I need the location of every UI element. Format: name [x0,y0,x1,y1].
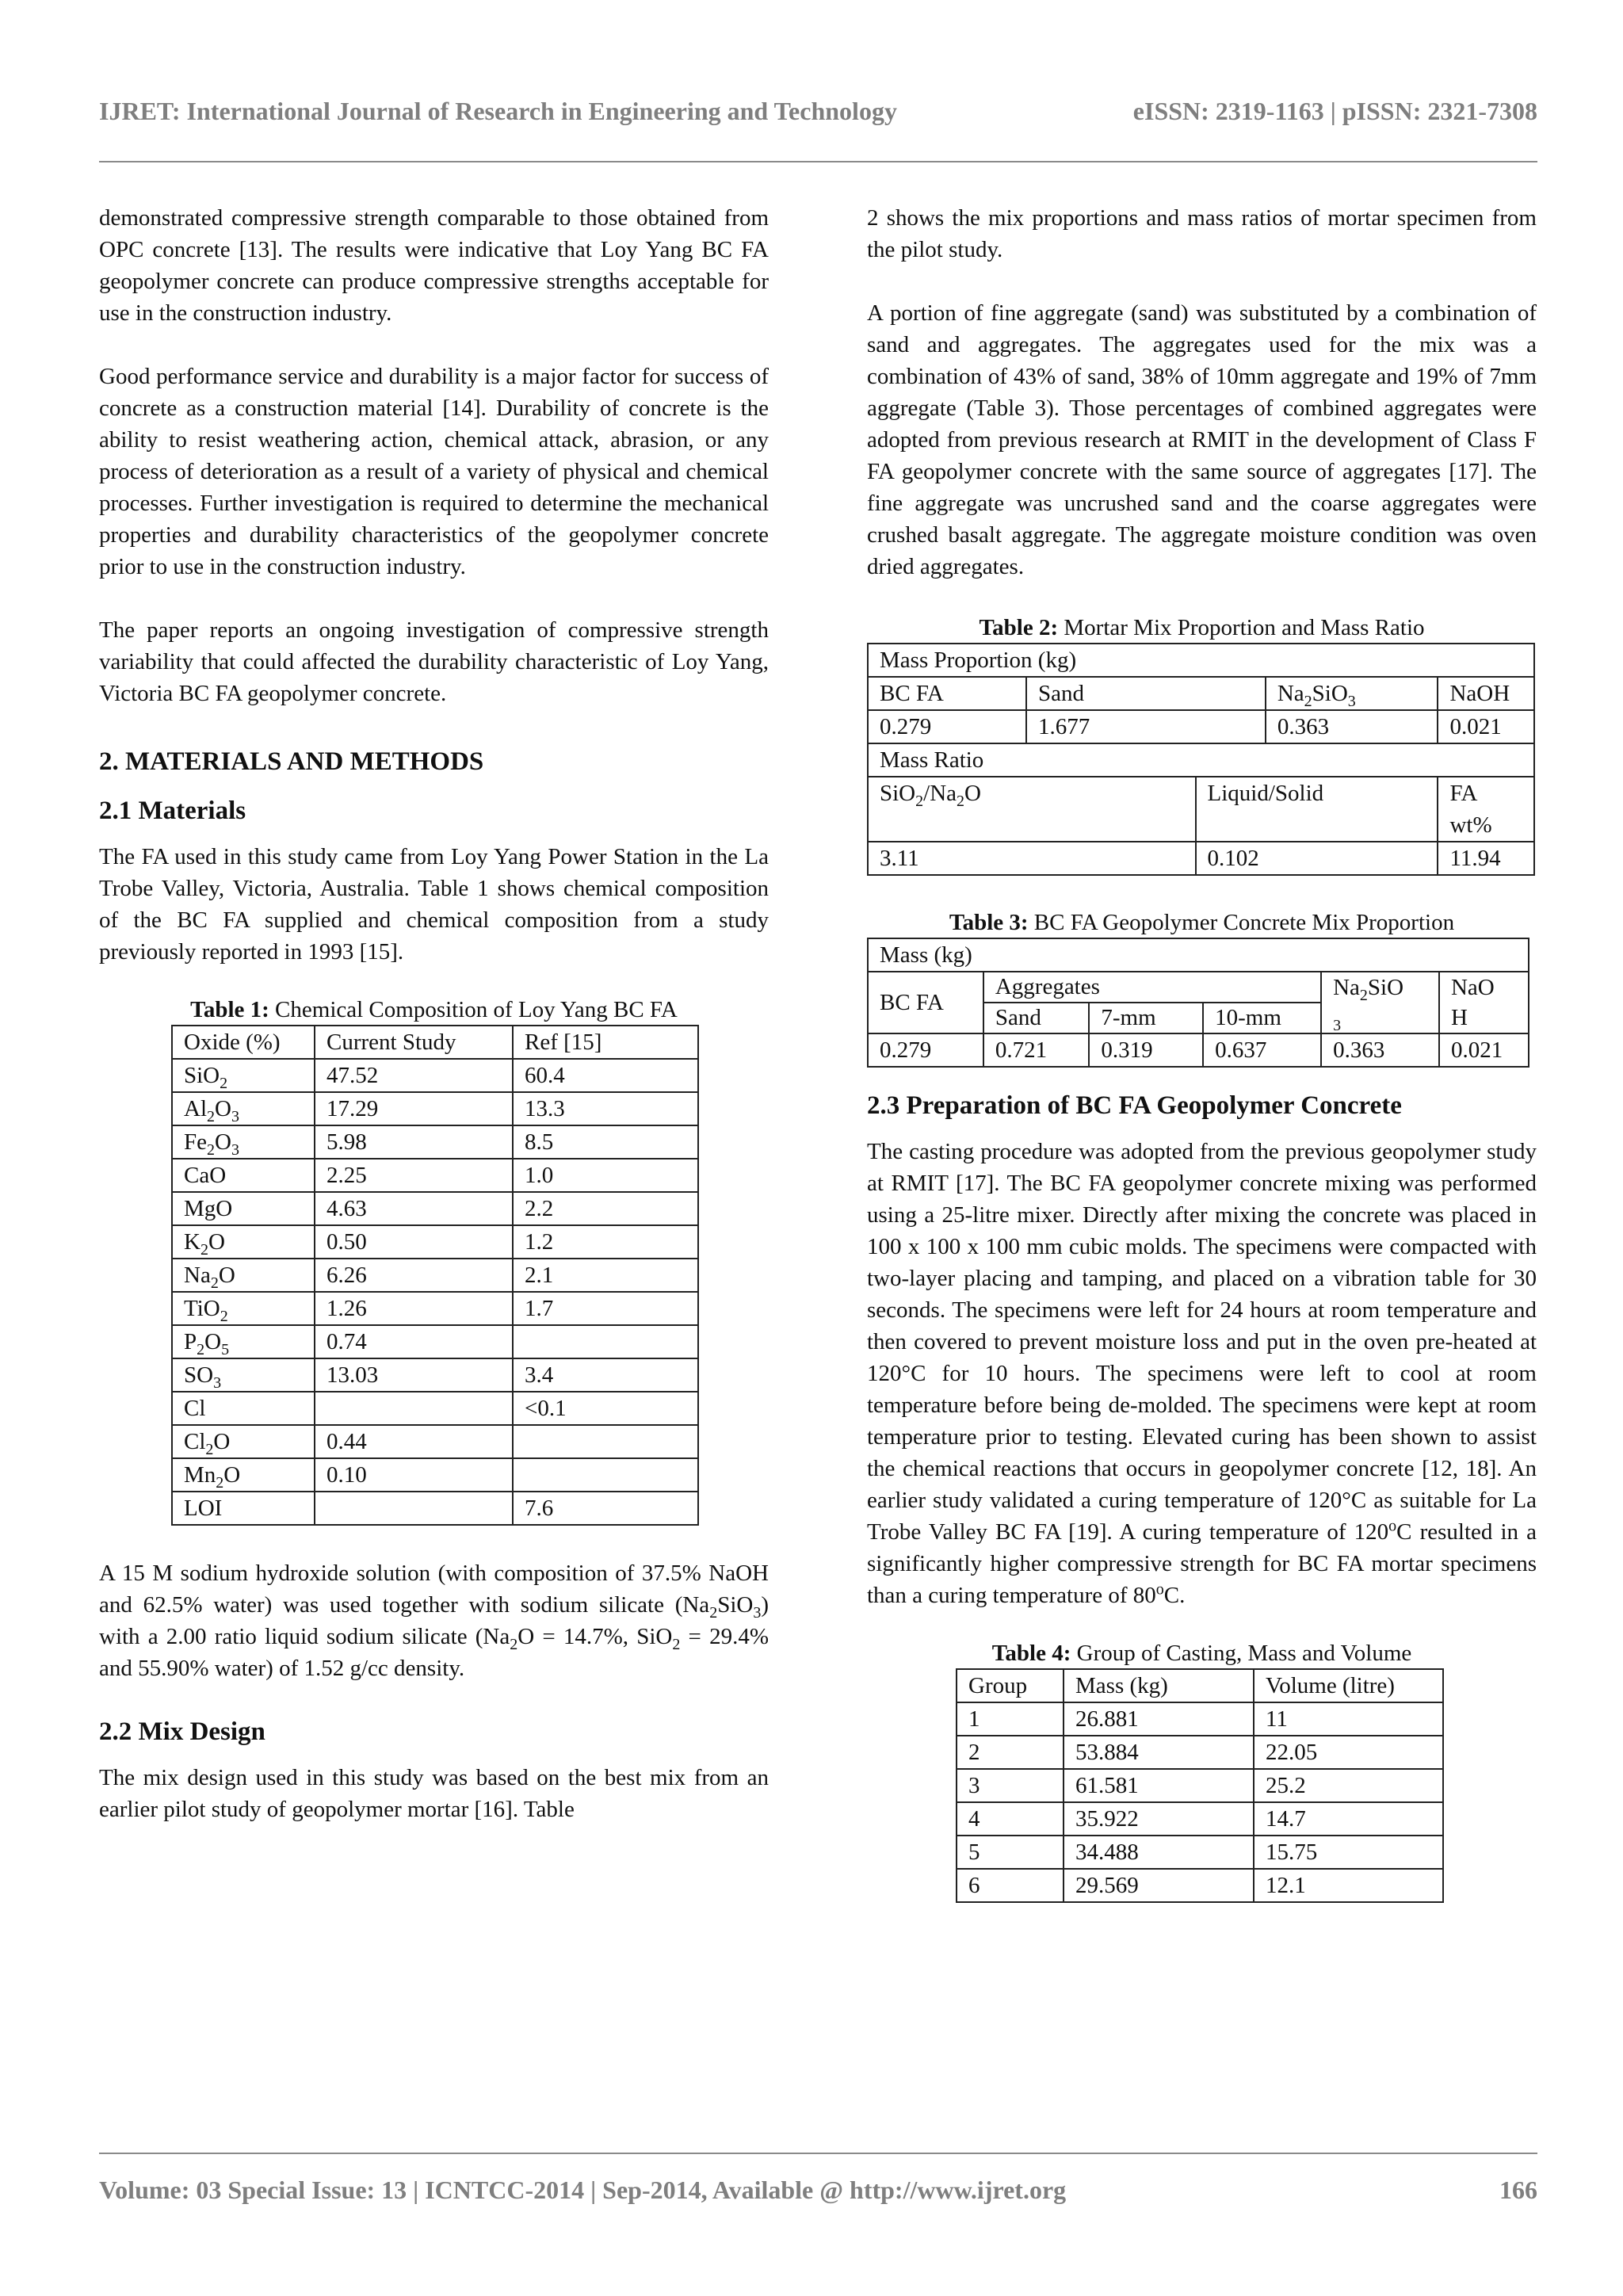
right-column [867,202,1537,1903]
table-cell: 13.3 [513,1092,698,1125]
table-cell: 2 [957,1736,1064,1769]
oxide-cell: $K_2O$ [172,1225,315,1259]
table-cell: 0.363 [1321,1033,1439,1067]
table-header-cell: Sand [983,1003,1090,1033]
table-label: Table 3: [949,910,1029,935]
table-cell: 5 [957,1836,1064,1869]
table-row [957,1869,1443,1902]
table-header-cell: BC FA [868,677,1026,710]
table1 [171,1025,699,1526]
paragraph: The casting procedure was adopted from the previous geopolymer study at RMIT [17]. The BC FA geopolymer concrete mixing was performed using a 25-litre mixer. Directly after mixing the concrete was placed in 100 x 100 x 100 mm cubic molds. The specimens were compacted with two-layer placing and tamping, and placed on a vibration table for 30 seconds. The specimens were left for 24 hours at room temperature and then covered to prevent moisture loss and put in the oven pre-heated at 120°C for 10 hours. The specimens were left to cool at room temperature before being de-molded. The specimens were kept at room temperature prior to testing. Elevated curing has been shown to assist the chemical reactions that occurs in geopolymer concrete [12, 18]. An earlier study validated a curing temperature of 120°C as suitable for La Trobe Valley BC FA [19]. A curing temperature of 120$^o$C resulted in a significantly higher compressive strength for BC FA mortar specimens than a curing temperature of 80$^o$C. [867,1139,1537,1608]
table-header-cell: Group [957,1669,1064,1702]
table-row [172,1325,698,1358]
table2-caption [867,613,1537,643]
table-header-cell: Mass (kg) [1064,1669,1254,1702]
table-row [172,1458,698,1492]
table-group-label: Mass Ratio [868,743,1534,777]
table-cell [315,1392,513,1425]
paragraph: The paper reports an ongoing investigation of compressive strength variability that could affected the durability characteristic of Loy Yang, Victoria BC FA geopolymer concrete. [99,617,769,706]
table-title: Group of Casting, Mass and Volume [1076,1641,1412,1666]
header-rule [99,161,1537,162]
table-header-row [868,972,1529,1003]
table-cell: 12.1 [1254,1869,1443,1902]
oxide-cell: $Na_2O$ [172,1259,315,1292]
table-cell: 6 [957,1869,1064,1902]
table-header-cell: Aggregates [983,972,1321,1003]
left-column [99,202,769,1825]
table-row [172,1492,698,1525]
table-title: BC FA Geopolymer Concrete Mix Proportion [1033,910,1455,935]
oxide-cell: MgO [172,1192,315,1225]
table-cell: 0.021 [1439,1033,1529,1067]
table-header-row [957,1669,1443,1702]
table-cell: 4.63 [315,1192,513,1225]
table-row [172,1225,698,1259]
table-cell [315,1492,513,1525]
table-row [172,1059,698,1092]
table-cell: 15.75 [1254,1836,1443,1869]
section-heading: 2. MATERIALS AND METHODS [99,747,484,776]
table-group-label: Mass Proportion (kg) [868,644,1534,677]
table-cell: 0.279 [868,710,1026,743]
table-row [172,1159,698,1192]
table-cell: 4 [957,1802,1064,1836]
table-cell: 5.98 [315,1125,513,1159]
table-cell: 1.26 [315,1292,513,1325]
table3 [867,938,1529,1068]
table3-caption [867,907,1537,938]
table-row [172,1292,698,1325]
table-cell: 0.721 [983,1033,1090,1067]
subsection-heading: 2.2 Mix Design [99,1717,265,1746]
table-label: Table 4: [991,1641,1071,1666]
table-cell: 1.7 [513,1292,698,1325]
table-header-cell: Liquid/Solid [1196,777,1438,842]
table-title: Mortar Mix Proportion and Mass Ratio [1064,615,1425,640]
table-row [172,1259,698,1292]
table-group-label: Mass (kg) [868,938,1529,972]
table-cell: 11.94 [1438,842,1534,875]
table-cell: 1 [957,1702,1064,1736]
table-label: Table 1: [190,997,269,1022]
table-cell: 26.881 [1064,1702,1254,1736]
oxide-cell: TiO$_2$ [172,1292,315,1325]
issn: eISSN: 2319-1163 | pISSN: 2321-7308 [1132,97,1537,125]
table-header-row [172,1026,698,1059]
table-cell: 8.5 [513,1125,698,1159]
table-header-cell: NaOH [1438,677,1534,710]
paragraph: Good performance service and durability is a major factor for success of concrete as a construction material [14]. Durability of concrete is the ability to resist weathering action, chemical attack, abrasion, or any process of deterioration as a result of a variety of physical and chemical processes. Further investigation is required to determine the mechanical properties and durability characteristics of the geopolymer concrete prior to use in the construction industry. [99,364,769,579]
table-cell: 0.102 [1196,842,1438,875]
table-row [172,1425,698,1458]
table-cell: <0.1 [513,1392,698,1425]
table-cell: 22.05 [1254,1736,1443,1769]
table-row [868,842,1534,875]
table-row [957,1802,1443,1836]
table-cell [513,1458,698,1492]
oxide-cell: LOI [172,1492,315,1525]
table-cell [513,1325,698,1358]
table-cell: 53.884 [1064,1736,1254,1769]
table2 [867,643,1535,876]
table-cell: 0.319 [1089,1033,1203,1067]
table-row [868,710,1534,743]
paragraph: A 15 M sodium hydroxide solution (with composition of 37.5% NaOH and 62.5% water) was used together with sodium silicate $(Na_2SiO_3)$ with a 2.00 ratio liquid sodium silicate ($Na_2O = 14.7\%$, SiO$_2$ = 29.4% and 55.90% water) of 1.52 g/cc density. [99,1561,769,1681]
table-cell: 0.44 [315,1425,513,1458]
table-row [957,1836,1443,1869]
table-cell: 0.74 [315,1325,513,1358]
oxide-cell: $Cl_2O$ [172,1425,315,1458]
table-cell: 6.26 [315,1259,513,1292]
table-row [172,1392,698,1425]
table-cell: 2.2 [513,1192,698,1225]
table-header-cell: 7-mm [1089,1003,1203,1033]
oxide-cell: $Al_2O_3$ [172,1092,315,1125]
oxide-cell: $SO_3$ [172,1358,315,1392]
table-header-cell: FA wt% [1438,777,1534,842]
table-header-cell: 10-mm [1203,1003,1321,1033]
subsection-heading: 2.1 Materials [99,797,246,825]
table-header-cell: Volume (litre) [1254,1669,1443,1702]
oxide-cell: CaO [172,1159,315,1192]
table-row [172,1092,698,1125]
table-cell: 3.11 [868,842,1196,875]
footer-rule [99,2153,1537,2154]
table-header-cell: $Na_2SiO_3$ [1266,677,1438,710]
paragraph: The FA used in this study came from Loy Yang Power Station in the La Trobe Valley, Victoria, Australia. Table 1 shows chemical composition of the BC FA supplied and chemical composition from a study previously reported in 1993 [15]. [99,844,769,965]
table-cell: 3 [957,1769,1064,1802]
paragraph: The mix design used in this study was based on the best mix from an earlier pilot study of geopolymer mortar [16]. Table [99,1765,769,1822]
table-label: Table 2: [979,615,1059,640]
oxide-cell: $P_2O_5$ [172,1325,315,1358]
table-cell: 3.4 [513,1358,698,1392]
oxide-cell: $Fe_2O_3$ [172,1125,315,1159]
table-row [172,1192,698,1225]
table-header-cell: Sand [1026,677,1266,710]
table-cell: 0.021 [1438,710,1534,743]
table-header-cell: Oxide (%) [172,1026,315,1059]
table-cell: 35.922 [1064,1802,1254,1836]
oxide-cell: SiO$_2$ [172,1059,315,1092]
table-title: Chemical Composition of Loy Yang BC FA [275,997,678,1022]
table-cell: 25.2 [1254,1769,1443,1802]
table-cell: 60.4 [513,1059,698,1092]
page-footer [99,2176,1537,2205]
page-header [99,97,1537,136]
table-header-cell: Current Study [315,1026,513,1059]
table-cell: 34.488 [1064,1836,1254,1869]
footer-text: Volume: 03 Special Issue: 13 | ICNTCC-2014 | Sep-2014, Available @ http://www.ijret.org [99,2176,1067,2204]
table-header-cell: NaO H [1439,972,1529,1033]
table-header-cell: $SiO_2/Na_2O$ [868,777,1196,842]
table4-caption [867,1638,1537,1668]
table1-caption [99,995,769,1025]
table-cell: 0.279 [868,1033,983,1067]
paragraph: A portion of fine aggregate (sand) was substituted by a combination of sand and aggregates. The aggregates used for the mix was a combination of 43% of sand, 38% of 10mm aggregate and 19% of 7mm aggregate (Table 3). Those percentages of combined aggregates were adopted from previous research at RMIT in the development of Class F FA geopolymer concrete with the same source of aggregates [17]. The fine aggregate was uncrushed sand and the coarse aggregates were crushed basalt aggregate. The aggregate moisture condition was oven dried aggregates. [867,300,1537,579]
table-cell [513,1425,698,1458]
table-cell: 2.25 [315,1159,513,1192]
table-cell: 0.10 [315,1458,513,1492]
table-header-cell: Ref [15] [513,1026,698,1059]
table-row [957,1769,1443,1802]
table-cell: 14.7 [1254,1802,1443,1836]
table-cell: 61.581 [1064,1769,1254,1802]
table-cell: 17.29 [315,1092,513,1125]
oxide-cell: $Mn_2O$ [172,1458,315,1492]
table-row [172,1358,698,1392]
table-header-cell: $Na_2SiO$ $_3$ [1321,972,1439,1033]
table-cell: 29.569 [1064,1869,1254,1902]
table-header-row [868,777,1534,842]
table-cell: 13.03 [315,1358,513,1392]
journal-title: IJRET: International Journal of Research in Engineering and Technology [99,97,897,125]
table-cell: 7.6 [513,1492,698,1525]
table-row [957,1736,1443,1769]
table4 [956,1668,1444,1903]
table-cell: 0.637 [1203,1033,1321,1067]
table-cell: 1.2 [513,1225,698,1259]
paragraph: demonstrated compressive strength comparable to those obtained from OPC concrete [13]. The results were indicative that Loy Yang BC FA geopolymer concrete can produce compressive strengths acceptable for use in the construction industry. [99,205,769,326]
oxide-cell: Cl [172,1392,315,1425]
table-header-cell: BC FA [868,972,983,1033]
page-number: 166 [1499,2176,1537,2204]
table-cell: 11 [1254,1702,1443,1736]
paragraph: 2 shows the mix proportions and mass ratios of mortar specimen from the pilot study. [867,205,1537,262]
table-cell: 0.50 [315,1225,513,1259]
table-cell: 2.1 [513,1259,698,1292]
table-header-row [868,677,1534,710]
table-row [868,1033,1529,1067]
table-cell: 1.0 [513,1159,698,1192]
table-cell: 47.52 [315,1059,513,1092]
table-cell: 0.363 [1266,710,1438,743]
table-cell: 1.677 [1026,710,1266,743]
table-row [172,1125,698,1159]
table-row [957,1702,1443,1736]
subsection-heading: 2.3 Preparation of BC FA Geopolymer Concrete [867,1091,1402,1120]
